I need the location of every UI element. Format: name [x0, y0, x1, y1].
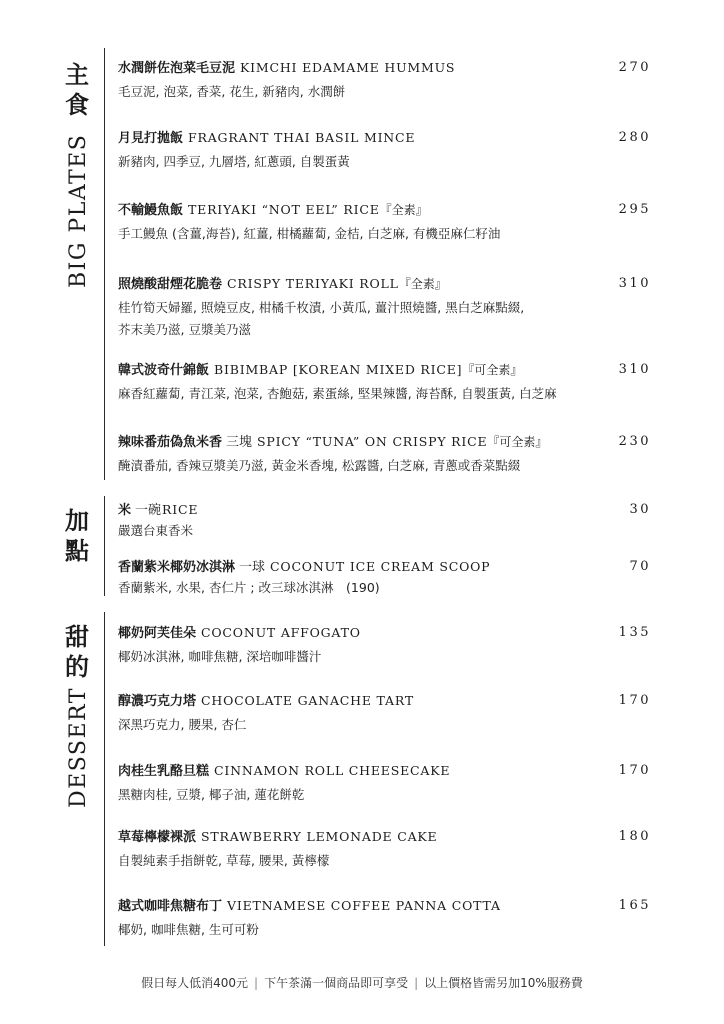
menu-item-bibimbap	[118, 360, 658, 405]
menu-item-chocolate-ganache-tart	[118, 691, 658, 736]
item-description: 椰奶冰淇淋, 咖啡焦糖, 深培咖啡醬汁	[118, 649, 322, 664]
item-title	[118, 200, 658, 220]
item-quantity: 一碗	[135, 503, 162, 518]
item-en-name: VIETNAMESE COFFEE PANNA COTTA	[227, 898, 501, 913]
item-en-name: CRISPY TERIYAKI ROLL	[227, 276, 399, 291]
big-plates-zh-char-1: 主	[65, 61, 89, 89]
item-description	[118, 297, 658, 341]
item-title	[118, 432, 658, 452]
item-price: 70	[629, 559, 651, 574]
item-price: 310	[618, 362, 651, 377]
item-zh-name: 草莓檸檬裸派	[118, 830, 197, 845]
item-quantity: 一球	[239, 560, 266, 575]
item-en-name: CHOCOLATE GANACHE TART	[201, 693, 414, 708]
footer-separator: |	[414, 976, 419, 990]
item-quantity: 三塊	[226, 435, 253, 450]
footer-minimum-charge: 假日每人低消400元	[141, 976, 249, 990]
menu-item-vietnamese-coffee-panna-cotta	[118, 896, 658, 941]
item-title	[118, 128, 658, 148]
item-description: 新豬肉, 四季豆, 九層塔, 紅蔥頭, 自製蛋黃	[118, 154, 350, 169]
extras-label	[56, 506, 98, 566]
item-description: 深黑巧克力, 腰果, 杏仁	[118, 717, 247, 732]
item-en-name: KIMCHI EDAMAME HUMMUS	[240, 60, 456, 75]
item-en-name: STRAWBERRY LEMONADE CAKE	[201, 829, 438, 844]
menu-item-rice	[118, 500, 658, 542]
menu-item-teriyaki-not-eel-rice	[118, 200, 658, 245]
item-title	[118, 761, 658, 781]
item-zh-name: 肉桂生乳酪旦糕	[118, 764, 210, 779]
item-description-line: 桂竹筍天婦羅, 照燒豆皮, 柑橘千枚漬, 小黃瓜, 薑汁照燒醬, 黑白芝麻點綴,	[118, 300, 525, 315]
item-description: 自製純素手指餅乾, 草莓, 腰果, 黃檸檬	[118, 853, 330, 868]
item-en-name: COCONUT AFFOGATO	[201, 625, 361, 640]
footer-service-charge: 以上價格皆需另加10%服務費	[424, 976, 583, 990]
item-price: 180	[618, 829, 651, 844]
item-description-line: 芥末美乃滋, 豆漿美乃滋	[118, 322, 251, 337]
item-en-name: RICE	[162, 502, 199, 517]
footer-afternoon-tea: 下午茶滿一個商品即可享受	[264, 976, 409, 990]
item-description: 麻香紅蘿蔔, 青江菜, 泡菜, 杏鮑菇, 素蛋絲, 堅果辣醬, 海苔酥, 自製蛋黃, 白芝麻	[118, 386, 557, 401]
item-price: 135	[618, 625, 651, 640]
menu-item-coconut-ice-cream-scoop	[118, 557, 658, 599]
item-price: 230	[618, 434, 651, 449]
item-description: 嚴選台東香米	[118, 523, 194, 538]
item-price: 310	[618, 276, 651, 291]
item-en-name: COCONUT ICE CREAM SCOOP	[270, 559, 491, 574]
item-zh-name: 椰奶阿芙佳朵	[118, 626, 197, 641]
item-price: 280	[618, 130, 651, 145]
footer-separator: |	[254, 976, 259, 990]
item-title	[118, 623, 658, 643]
item-price: 165	[618, 898, 651, 913]
item-title	[118, 500, 658, 520]
item-description: 香蘭紫米, 水果, 杏仁片 ; 改三球冰淇淋 (190)	[118, 580, 380, 595]
extras-zh-char-1: 加	[65, 507, 89, 535]
item-price: 270	[618, 60, 651, 75]
item-price: 170	[618, 763, 651, 778]
item-title	[118, 58, 658, 78]
item-title	[118, 360, 658, 380]
item-en-name: BIBIMBAP [KOREAN MIXED RICE]	[214, 362, 463, 377]
item-price: 170	[618, 693, 651, 708]
extras-zh-char-2: 點	[65, 537, 89, 565]
item-zh-name: 米	[118, 503, 132, 518]
dessert-zh-char-1: 甜	[65, 623, 89, 651]
big-plates-zh-char-2: 食	[65, 91, 89, 119]
item-title	[118, 274, 658, 294]
item-title	[118, 827, 658, 847]
menu-item-cinnamon-roll-cheesecake	[118, 761, 658, 806]
item-title	[118, 691, 658, 711]
item-zh-name: 不輸鰻魚飯	[118, 203, 184, 218]
item-price: 30	[629, 502, 651, 517]
dessert-label	[56, 622, 98, 682]
item-vegan-option-tag: 『可全素』	[462, 363, 523, 377]
item-zh-name: 越式咖啡焦糖布丁	[118, 899, 223, 914]
dessert-zh-char-2: 的	[65, 653, 89, 681]
dessert-divider	[104, 612, 105, 946]
menu-item-strawberry-lemonade-cake	[118, 827, 658, 872]
item-zh-name: 月見打拋飯	[118, 131, 184, 146]
footer-notice	[0, 974, 724, 991]
big-plates-label	[56, 60, 98, 120]
item-zh-name: 韓式波奇什錦飯	[118, 363, 210, 378]
item-zh-name: 醇濃巧克力塔	[118, 694, 197, 709]
item-zh-name: 辣味番茄偽魚米香	[118, 435, 223, 450]
item-description: 手工鰻魚 (含薑,海苔), 紅薑, 柑橘蘿蔔, 金桔, 白芝麻, 有機亞麻仁籽油	[118, 226, 501, 241]
item-en-name: FRAGRANT THAI BASIL MINCE	[188, 130, 416, 145]
item-vegan-option-tag: 『可全素』	[487, 435, 548, 449]
menu-item-spicy-tuna-crispy-rice	[118, 432, 658, 477]
item-vegan-tag: 『全素』	[379, 203, 428, 217]
item-zh-name: 水潤餅佐泡菜毛豆泥	[118, 61, 236, 76]
item-en-name: SPICY “TUNA” ON CRISPY RICE	[257, 434, 488, 449]
item-zh-name: 香蘭紫米椰奶冰淇淋	[118, 560, 236, 575]
item-zh-name: 照燒酸甜煙花脆卷	[118, 277, 223, 292]
menu-item-coconut-affogato	[118, 623, 658, 668]
extras-divider	[104, 496, 105, 596]
item-title	[118, 896, 658, 916]
menu-item-crispy-teriyaki-roll	[118, 274, 658, 341]
big-plates-divider	[104, 48, 105, 480]
menu-item-thai-basil-mince	[118, 128, 658, 173]
item-description: 黑糖肉桂, 豆漿, 椰子油, 蓮花餅乾	[118, 787, 305, 802]
item-description: 醃漬番茄, 香辣豆漿美乃滋, 黃金米香塊, 松露醬, 白芝麻, 青蔥或香菜點綴	[118, 458, 521, 473]
item-en-name: TERIYAKI “NOT EEL” RICE	[188, 202, 380, 217]
item-vegan-tag: 『全素』	[398, 277, 447, 291]
item-description: 椰奶, 咖啡焦糖, 生可可粉	[118, 922, 259, 937]
item-title	[118, 557, 658, 577]
item-en-name: CINNAMON ROLL CHEESECAKE	[214, 763, 451, 778]
big-plates-en-vertical: BIG PLATES	[66, 133, 91, 288]
dessert-en-vertical: DESSERT	[66, 687, 91, 808]
item-description: 毛豆泥, 泡菜, 香菜, 花生, 新豬肉, 水潤餅	[118, 84, 346, 99]
menu-item-kimchi-edamame-hummus	[118, 58, 658, 103]
item-price: 295	[618, 202, 651, 217]
